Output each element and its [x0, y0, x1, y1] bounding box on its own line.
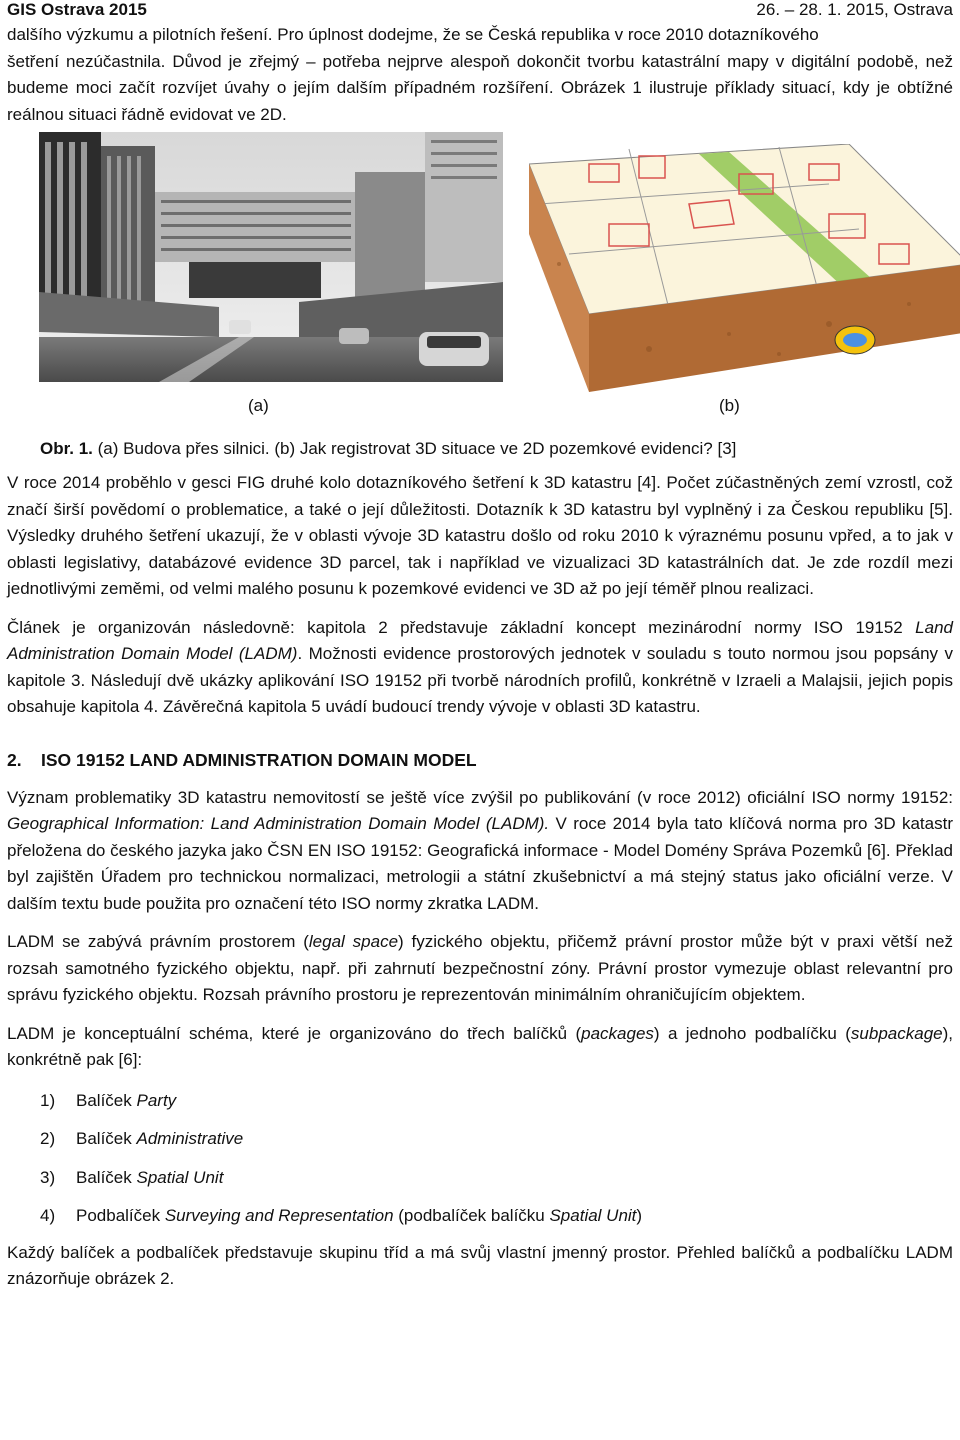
figure-1 — [7, 130, 953, 432]
p5-packages: packages — [581, 1023, 654, 1043]
figure-caption — [7, 436, 953, 462]
p4-legal-space: legal space — [308, 932, 399, 951]
paragraph-packages — [7, 1021, 953, 1074]
p4-text-a: LADM se zabývá právním prostorem ( — [7, 932, 309, 951]
list-item: 1) Balíček Party — [40, 1090, 177, 1110]
section-title: ISO 19152 LAND ADMINISTRATION DOMAIN MODEL — [41, 749, 477, 770]
running-header — [7, 0, 953, 22]
list-item: 2) Balíček Administrative — [40, 1129, 244, 1149]
list-item: 4) Podbalíček Surveying and Representation (podbalíček balíčku Spatial Unit) — [40, 1206, 643, 1226]
paragraph-legal-space — [7, 929, 953, 1009]
header-date-place: 26. – 28. 1. 2015, Ostrava — [756, 0, 953, 19]
p5-text-c: ), konkrétně pak [6]: — [7, 1023, 953, 1069]
figure-label-b: (b) — [719, 396, 740, 415]
paragraph-ladm-importance — [7, 785, 953, 918]
diagram-3d-cadastre-block — [529, 144, 960, 392]
header-conference: GIS Ostrava 2015 — [7, 0, 147, 19]
p2-ladm: Land Administration Domain Model (LADM) — [7, 617, 953, 663]
paragraph-namespaces: Každý balíček a podbalíček představuje skupinu tříd a má svůj vlastní jmenný prostor. Přehled balíčků a podbalíčku LADM znázorňuje obrázek 2. — [7, 1242, 953, 1289]
photo-building-over-road — [39, 132, 503, 382]
caption-label: Obr. 1. — [40, 439, 93, 458]
list-item: 3) Balíček Spatial Unit — [40, 1167, 224, 1187]
section-number: 2. — [7, 749, 22, 770]
p5-subpackage: subpackage — [850, 1023, 943, 1043]
section-heading — [7, 747, 953, 773]
train-icon — [835, 326, 875, 354]
document-page — [7, 0, 953, 1293]
paragraph-article-structure — [7, 615, 953, 721]
p3-norm-title: Geographical Information: Land Administration Domain Model (LADM). — [7, 814, 550, 833]
intro-paragraph: šetření nezúčastnila. Důvod je zřejmý – potřeba nejprve alespoň dokončit tvorbu katastrální mapy v digitální podobě, než budeme moci začít rozvíjet úvahy o jejím dalším případném rozšíření. Obrázek 1 ilustruje příklady situací, kdy je obtížné reálnou situaci řádně evidovat ve 2D. — [7, 51, 953, 124]
p3-text-a: Význam problematiky 3D katastru nemovitostí se ještě více zvýšil po publikování (v roce 2012) oficiální ISO normy 19152: — [7, 787, 953, 807]
intro-line-1: dalšího výzkumu a pilotních řešení. Pro úplnost dodejme, že se Česká republika v roce 2010 dotazníkového — [7, 25, 819, 44]
p2-text-a: Článek je organizován následovně: kapitola 2 představuje základní koncept mezinárodní normy ISO 19152 — [7, 617, 916, 637]
caption-text: (a) Budova přes silnici. (b) Jak registrovat 3D situace ve 2D pozemkové evidenci? [3] — [92, 439, 737, 458]
paragraph-fig-survey: V roce 2014 proběhlo v gesci FIG druhé kolo dotazníkového šetření k 3D katastru [4]. Počet zúčastněných zemí vzrostl, což značí širší povědomí o problematice, a také o její důležitosti. Dotazník k 3D katastru byl vyplněný i za Českou republiku [5]. Výsledky druhého šetření ukazují, že v oblasti vývoje 3D katastru došlo od roku 2010 k výraznému posunu vpřed, a to jak v oblasti legislativy, databázové evidence 3D parcel, tak i například ve vizualizaci 3D katastrálních dat. Je zde rozdíl mezi jednotlivými zeměmi, od velmi malého posunu k pozemkové evidenci ve 3D až po její téměř plnou realizaci. — [7, 473, 953, 598]
package-list — [7, 1088, 953, 1230]
p3-text-b: V roce 2014 byla tato klíčová norma pro 3D katastr přeložena do českého jazyka jako ČSN EN ISO 19152: Geografická informace - Model Domény Správa Pozemků [6]. Překlad byl zajištěn Úřadem pro technickou normalizaci, metrologii a státní zkušebnictví a má stejný status jako oficiální verze. V dalším textu bude použita pro označení této ISO normy zkratka LADM. — [7, 814, 953, 913]
p2-text-b: . Možnosti evidence prostorových jednotek v souladu s touto normou jsou popsány v kapitole 3. Následují dvě ukázky aplikování ISO 19152 při tvorbě národních profilů, konkrétně v Izraeli a Malajsii, jejich popis obsahuje kapitola 4. Závěrečná kapitola 5 uvádí budoucí trendy vývoje v oblasti 3D katastru. — [7, 644, 953, 716]
p4-text-b: ) fyzického objektu, přičemž právní prostor může být v praxi větší než rozsah samotného fyzického objektu, např. při zahrnutí bezpečnostní zóny. Právní prostor vymezuje oblast relevantní pro správu fyzického objektu. Rozsah právního prostoru je reprezentován minimálním ohraničujícím objektem. — [7, 932, 953, 1004]
p5-text-b: ) a jednoho podbalíčku ( — [653, 1023, 851, 1043]
figure-label-a: (a) — [248, 396, 269, 415]
p5-text-a: LADM je konceptuální schéma, které je organizováno do třech balíčků ( — [7, 1023, 582, 1043]
